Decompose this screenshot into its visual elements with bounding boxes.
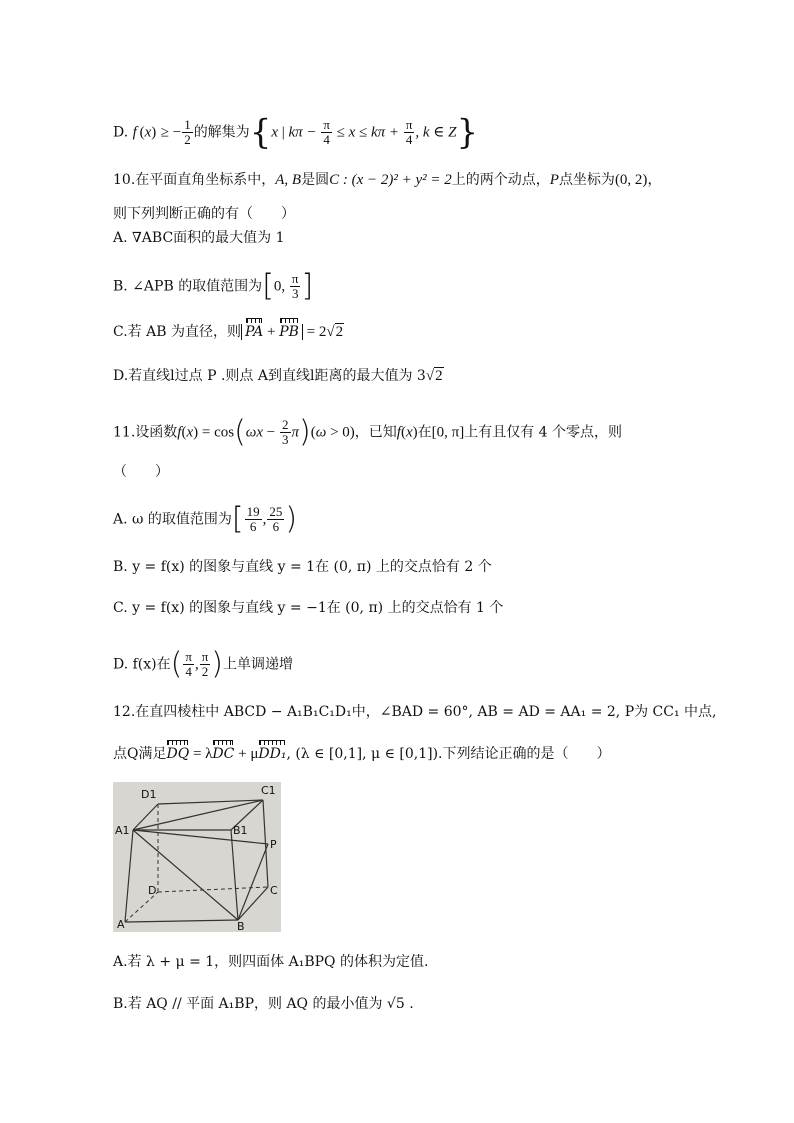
label-p: P (270, 838, 277, 851)
q11-stem: 11.设函数f(x) = cos(ωx − $\frac{2}{3}$ π)(ω > 0)，已知f(x)在[0, π]上有且仅有 4 个零点，则 (113, 414, 623, 450)
q11-option-d: D. f(x)在( $\frac{\pi}{4}$ , $\frac{\pi}{2}$ )上单调递增 (113, 646, 293, 682)
q12-option-b: B.若 AQ // 平面 A₁BP，则 AQ 的最小值为 √5 . (113, 996, 414, 1012)
q11-option-a: A. ω 的取值范围为[ $\frac{19}{6}$ , $\frac{25}{6}$ ) (113, 501, 298, 537)
label-c1: C1 (261, 784, 276, 797)
q9-option-d: D. f (x) ≥ − $\frac{1}{2}$ 的解集为{x | kπ − $\frac{\pi}{4}$ ≤ x ≤ kπ + $\frac{\pi}{4}$ , k ∈ Z} (113, 112, 479, 153)
label-b: B (237, 920, 245, 932)
label-c: C (270, 884, 278, 897)
q11-paren: （ ） (113, 464, 169, 480)
label-a: A (117, 918, 125, 931)
q12-stem: 12.在直四棱柱中 ABCD − A₁B₁C₁D₁中，∠BAD = 60°, AB = AD = AA₁ = 2, P为 CC₁ 中点, (113, 704, 717, 720)
label-b1: B1 (233, 824, 248, 837)
q11-option-c: C. y = f(x) 的图象与直线 y = −1在 (0, π) 上的交点恰有 1 个 (113, 600, 504, 616)
q12-stem-2: 点Q满足DQ = λDC + μDD₁, (λ ∈ [0,1], μ ∈ [0,1]).下列结论正确的是（ ） (113, 746, 611, 762)
prism-figure (113, 782, 281, 932)
label-a1: A1 (115, 824, 130, 837)
q11-option-b: B. y = f(x) 的图象与直线 y = 1在 (0, π) 上的交点恰有 2 个 (113, 559, 492, 575)
q10-option-d: D.若直线l过点 P .则点 A到直线l距离的最大值为 3√2 (113, 368, 443, 384)
q12-option-a: A.若 λ + μ = 1，则四面体 A₁BPQ 的体积为定值. (113, 954, 429, 970)
label-d: D (148, 884, 157, 897)
q10-stem-2: 则下列判断正确的有（ ） (113, 206, 295, 222)
q10-option-a: A. ∇ABC面积的最大值为 1 (113, 230, 285, 246)
label-d1: D1 (141, 788, 157, 801)
q10-stem: 10.在平面直角坐标系中，A, B是圆C : (x − 2)² + y² = 2上的两个动点，P点坐标为(0, 2)， (113, 172, 662, 188)
fraction-one-half: $\frac{1}{2}$ (184, 117, 191, 147)
q10-option-c: C.若 AB 为直径，则 PA + PB = 2√2 (113, 324, 344, 340)
prism-diagram (113, 782, 281, 932)
q10-option-b: B. ∠APB 的取值范围为[0, $\frac{\pi}{3}$ ] (113, 268, 314, 304)
